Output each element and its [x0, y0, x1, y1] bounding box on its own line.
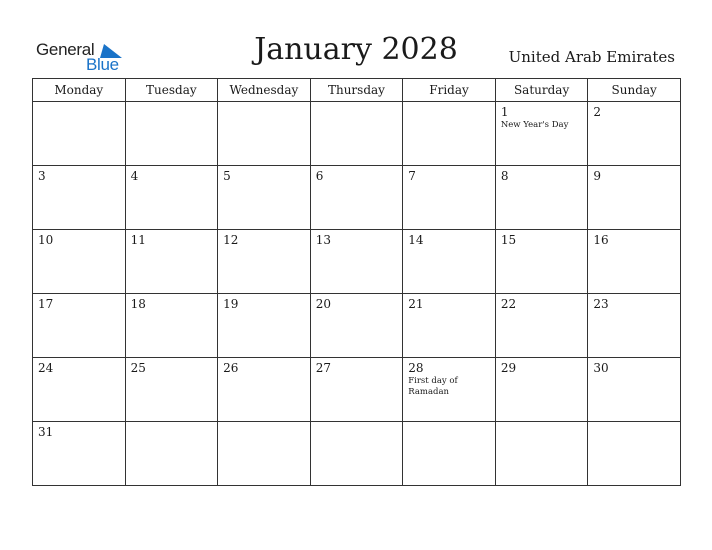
day-number: 26 [223, 361, 239, 375]
holiday-label: New Year's Day [500, 120, 569, 130]
day-cell [403, 230, 496, 294]
weekday-header: Saturday [495, 79, 588, 102]
day-number: 22 [500, 297, 517, 311]
day-number: 19 [223, 297, 239, 311]
day-cell [218, 102, 311, 166]
day-cell [33, 102, 126, 166]
country-name: United Arab Emirates [508, 48, 675, 66]
day-cell [310, 294, 403, 358]
day-number: 17 [38, 297, 54, 311]
day-number: 2 [593, 105, 602, 119]
day-cell [33, 422, 126, 486]
day-cell [218, 294, 311, 358]
day-number: 24 [38, 361, 54, 375]
day-number: 27 [315, 361, 331, 375]
day-cell [310, 230, 403, 294]
day-cell [588, 102, 681, 166]
week-row [33, 230, 681, 294]
day-cell [310, 102, 403, 166]
day-cell [495, 294, 588, 358]
day-cell [403, 358, 496, 422]
week-row [33, 358, 681, 422]
week-row [33, 166, 681, 230]
day-number: 4 [130, 169, 139, 183]
day-number: 28 [408, 361, 424, 375]
day-number: 5 [223, 169, 231, 183]
day-number: 7 [408, 169, 416, 183]
day-cell [403, 102, 496, 166]
day-cell [495, 166, 588, 230]
day-number: 11 [130, 233, 146, 247]
day-number: 21 [408, 297, 424, 311]
day-number: 14 [408, 233, 424, 247]
day-number: 20 [315, 297, 331, 311]
week-row [33, 102, 681, 166]
day-number: 6 [315, 169, 324, 183]
day-cell [218, 230, 311, 294]
day-number: 18 [130, 297, 146, 311]
day-number: 16 [593, 233, 609, 247]
day-cell [33, 166, 126, 230]
weekday-header: Wednesday [218, 79, 311, 102]
week-row [33, 294, 681, 358]
day-cell [218, 422, 311, 486]
day-cell [218, 358, 311, 422]
day-number: 8 [500, 169, 509, 183]
day-cell [495, 358, 588, 422]
day-cell [33, 294, 126, 358]
day-cell [403, 294, 496, 358]
day-number: 1 [500, 105, 509, 119]
day-cell [588, 422, 681, 486]
day-cell [125, 358, 218, 422]
day-cell [218, 166, 311, 230]
day-number: 3 [38, 169, 46, 183]
week-row [33, 422, 681, 486]
holiday-label: First day of Ramadan [408, 376, 458, 397]
weekday-header: Tuesday [125, 79, 218, 102]
day-cell [33, 230, 126, 294]
day-cell [403, 422, 496, 486]
day-cell [125, 422, 218, 486]
weekday-header: Thursday [310, 79, 403, 102]
day-cell [588, 230, 681, 294]
weekday-header: Friday [403, 79, 496, 102]
day-cell [588, 358, 681, 422]
day-number: 25 [130, 361, 146, 375]
day-number: 9 [593, 169, 602, 183]
weekday-header-row [33, 79, 681, 102]
day-number: 12 [223, 233, 239, 247]
day-cell [310, 166, 403, 230]
day-cell [125, 230, 218, 294]
day-cell [125, 166, 218, 230]
day-number: 10 [38, 233, 54, 247]
calendar-title: January 2028 [254, 32, 458, 67]
day-cell [125, 294, 218, 358]
logo-word-blue: Blue [86, 55, 119, 74]
day-number: 13 [315, 233, 331, 247]
day-cell [403, 166, 496, 230]
day-cell [310, 358, 403, 422]
day-cell [495, 422, 588, 486]
day-cell [33, 358, 126, 422]
day-cell [588, 166, 681, 230]
weekday-header: Sunday [588, 79, 681, 102]
day-cell [495, 230, 588, 294]
logo-word-general: General [36, 40, 95, 59]
calendar-grid [32, 78, 681, 486]
day-cell [125, 102, 218, 166]
day-cell [588, 294, 681, 358]
day-number: 23 [593, 297, 609, 311]
weekday-header: Monday [33, 79, 126, 102]
day-number: 31 [38, 425, 54, 439]
day-cell [310, 422, 403, 486]
day-number: 29 [500, 361, 517, 375]
day-number: 15 [500, 233, 517, 247]
day-number: 30 [593, 361, 609, 375]
day-cell [495, 102, 588, 166]
